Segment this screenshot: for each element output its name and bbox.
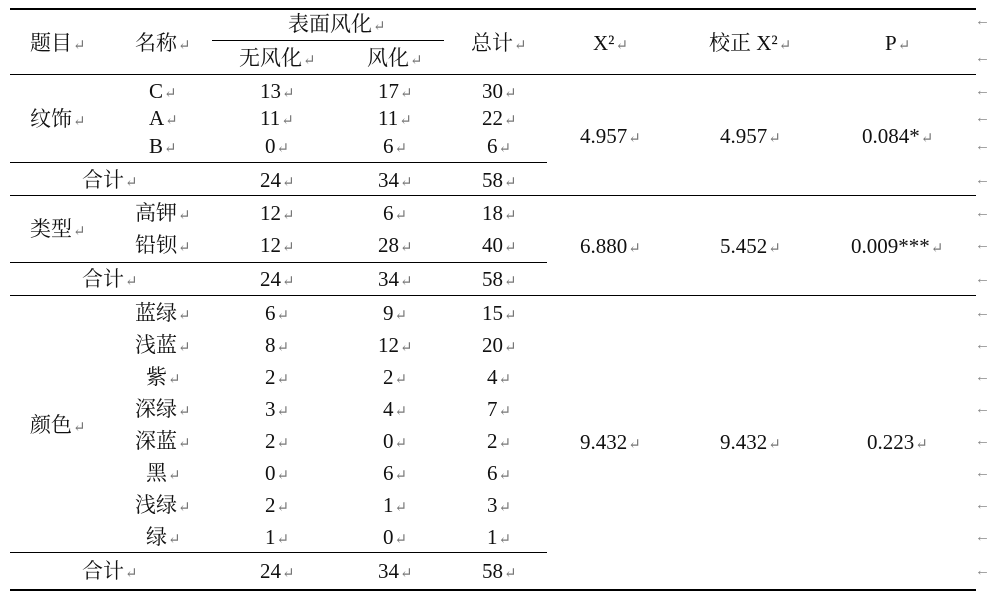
paragraph-mark-icon: ↵	[178, 340, 191, 356]
row-total: 30↵	[482, 79, 517, 103]
paragraph-mark-icon: ↵	[897, 38, 911, 54]
paragraph-mark-icon: ↵	[276, 404, 290, 420]
paragraph-mark-icon: ↵	[394, 141, 408, 157]
header-bottom-rule	[10, 74, 976, 75]
paragraph-mark-icon: ↵	[498, 141, 512, 157]
line-mark-icon: ←	[975, 50, 990, 66]
paragraph-mark-icon: ↵	[276, 500, 290, 516]
group-chi2: 4.957↵	[580, 124, 641, 148]
paragraph-mark-icon: ↵	[400, 240, 413, 256]
row-name: 蓝绿↵	[135, 301, 191, 325]
paragraph-mark-icon: ↵	[504, 175, 517, 191]
group-corrected-chi2: 4.957↵	[720, 124, 781, 148]
header-corrected-chi2: 校正 X²↵	[709, 31, 792, 55]
row-weathered: 17↵	[378, 79, 413, 103]
subtotal-weathered: 34↵	[378, 267, 413, 291]
paragraph-mark-icon: ↵	[282, 175, 295, 191]
paragraph-mark-icon: ↵	[276, 141, 290, 157]
row-weathered: 6↵	[383, 461, 408, 485]
paragraph-mark-icon: ↵	[628, 437, 641, 453]
group-topic: 类型↵	[30, 217, 86, 241]
line-mark-icon: ←	[975, 138, 990, 154]
paragraph-mark-icon: ↵	[394, 468, 408, 484]
row-unweathered: 11↵	[260, 106, 294, 130]
paragraph-mark-icon: ↵	[165, 113, 178, 129]
group-p: 0.223↵	[867, 430, 928, 454]
row-weathered: 6↵	[383, 134, 408, 158]
paragraph-mark-icon: ↵	[930, 241, 944, 257]
paragraph-mark-icon: ↵	[73, 420, 86, 436]
subtotal-label: 合计↵	[82, 559, 138, 583]
row-name: 深绿↵	[135, 397, 191, 421]
top-rule	[10, 8, 976, 10]
subtotal-unweathered: 24↵	[260, 559, 295, 583]
group-p: 0.084*↵	[862, 124, 934, 148]
group-chi2: 6.880↵	[580, 234, 641, 258]
line-mark-icon: ←	[975, 497, 990, 513]
paragraph-mark-icon: ↵	[504, 274, 517, 290]
group-topic: 纹饰↵	[30, 107, 86, 131]
header-total: 总计↵	[471, 31, 527, 55]
paragraph-mark-icon: ↵	[504, 308, 517, 324]
paragraph-mark-icon: ↵	[276, 372, 290, 388]
row-weathered: 4↵	[383, 397, 408, 421]
paragraph-mark-icon: ↵	[768, 437, 781, 453]
row-unweathered: 2↵	[265, 493, 290, 517]
paragraph-mark-icon: ↵	[178, 436, 191, 452]
row-total: 6↵	[487, 134, 512, 158]
paragraph-mark-icon: ↵	[281, 113, 294, 129]
paragraph-mark-icon: ↵	[400, 274, 413, 290]
row-total: 3↵	[487, 493, 512, 517]
row-total: 4↵	[487, 365, 512, 389]
row-name: 铅钡↵	[135, 233, 191, 257]
row-unweathered: 12↵	[260, 201, 295, 225]
paragraph-mark-icon: ↵	[373, 19, 386, 35]
row-total: 1↵	[487, 525, 512, 549]
paragraph-mark-icon: ↵	[73, 224, 86, 240]
group-rule-2	[10, 295, 976, 296]
row-unweathered: 0↵	[265, 134, 290, 158]
paragraph-mark-icon: ↵	[394, 208, 408, 224]
row-unweathered: 12↵	[260, 233, 295, 257]
paragraph-mark-icon: ↵	[915, 437, 928, 453]
line-mark-icon: ←	[975, 13, 990, 29]
group-rule-1	[10, 195, 976, 196]
row-weathered: 28↵	[378, 233, 413, 257]
paragraph-mark-icon: ↵	[303, 53, 316, 69]
paragraph-mark-icon: ↵	[394, 532, 408, 548]
paragraph-mark-icon: ↵	[282, 208, 295, 224]
paragraph-mark-icon: ↵	[628, 241, 641, 257]
paragraph-mark-icon: ↵	[178, 404, 191, 420]
line-mark-icon: ←	[975, 465, 990, 481]
paragraph-mark-icon: ↵	[276, 532, 290, 548]
paragraph-mark-icon: ↵	[498, 372, 512, 388]
paragraph-mark-icon: ↵	[125, 175, 138, 191]
row-total: 6↵	[487, 461, 512, 485]
row-total: 22↵	[482, 106, 517, 130]
paragraph-mark-icon: ↵	[178, 38, 191, 54]
paragraph-mark-icon: ↵	[276, 436, 290, 452]
bottom-rule	[10, 589, 976, 591]
line-mark-icon: ←	[975, 563, 990, 579]
row-name: 绿↵	[146, 525, 181, 549]
paragraph-mark-icon: ↵	[498, 532, 512, 548]
paragraph-mark-icon: ↵	[178, 308, 191, 324]
weathering-underline	[212, 40, 444, 41]
paragraph-mark-icon: ↵	[400, 566, 413, 582]
subtotal-total: 58↵	[482, 168, 517, 192]
row-unweathered: 1↵	[265, 525, 290, 549]
paragraph-mark-icon: ↵	[498, 468, 512, 484]
paragraph-mark-icon: ↵	[73, 38, 86, 54]
paragraph-mark-icon: ↵	[399, 113, 412, 129]
paragraph-mark-icon: ↵	[282, 274, 295, 290]
row-weathered: 2↵	[383, 365, 408, 389]
line-mark-icon: ←	[975, 529, 990, 545]
row-total: 40↵	[482, 233, 517, 257]
paragraph-mark-icon: ↵	[178, 240, 191, 256]
row-name: 紫↵	[146, 365, 181, 389]
paragraph-mark-icon: ↵	[276, 308, 290, 324]
row-unweathered: 2↵	[265, 365, 290, 389]
subtotal-weathered: 34↵	[378, 168, 413, 192]
paragraph-mark-icon: ↵	[920, 131, 934, 147]
row-unweathered: 3↵	[265, 397, 290, 421]
paragraph-mark-icon: ↵	[168, 468, 181, 484]
group-topic: 颜色↵	[30, 413, 86, 437]
row-unweathered: 13↵	[260, 79, 295, 103]
paragraph-mark-icon: ↵	[400, 86, 413, 102]
subtotal-rule-3	[10, 552, 547, 553]
paragraph-mark-icon: ↵	[178, 208, 191, 224]
group-corrected-chi2: 9.432↵	[720, 430, 781, 454]
row-name: A↵	[149, 106, 178, 130]
paragraph-mark-icon: ↵	[628, 131, 641, 147]
paragraph-mark-icon: ↵	[125, 274, 138, 290]
paragraph-mark-icon: ↵	[164, 141, 177, 157]
paragraph-mark-icon: ↵	[504, 208, 517, 224]
row-weathered: 0↵	[383, 525, 408, 549]
paragraph-mark-icon: ↵	[498, 436, 512, 452]
row-total: 20↵	[482, 333, 517, 357]
row-name: 浅蓝↵	[135, 333, 191, 357]
paragraph-mark-icon: ↵	[504, 113, 517, 129]
line-mark-icon: ←	[975, 337, 990, 353]
paragraph-mark-icon: ↵	[504, 566, 517, 582]
header-weathered: 风化↵	[367, 46, 423, 70]
line-mark-icon: ←	[975, 83, 990, 99]
line-mark-icon: ←	[975, 433, 990, 449]
paragraph-mark-icon: ↵	[768, 241, 781, 257]
paragraph-mark-icon: ↵	[498, 404, 512, 420]
paragraph-mark-icon: ↵	[73, 114, 86, 130]
subtotal-total: 58↵	[482, 559, 517, 583]
subtotal-rule-1	[10, 162, 547, 163]
paragraph-mark-icon: ↵	[400, 340, 413, 356]
paragraph-mark-icon: ↵	[778, 38, 792, 54]
row-name: 高钾↵	[135, 201, 191, 225]
header-chi2: X²↵	[593, 31, 629, 55]
paragraph-mark-icon: ↵	[282, 240, 295, 256]
row-weathered: 9↵	[383, 301, 408, 325]
line-mark-icon: ←	[975, 237, 990, 253]
subtotal-label: 合计↵	[82, 168, 138, 192]
paragraph-mark-icon: ↵	[164, 86, 177, 102]
row-name: 黑↵	[146, 461, 181, 485]
paragraph-mark-icon: ↵	[504, 340, 517, 356]
paragraph-mark-icon: ↵	[394, 372, 408, 388]
row-total: 2↵	[487, 429, 512, 453]
paragraph-mark-icon: ↵	[504, 240, 517, 256]
subtotal-weathered: 34↵	[378, 559, 413, 583]
subtotal-label: 合计↵	[82, 267, 138, 291]
row-weathered: 0↵	[383, 429, 408, 453]
row-weathered: 12↵	[378, 333, 413, 357]
line-mark-icon: ←	[975, 271, 990, 287]
subtotal-rule-2	[10, 262, 547, 263]
paragraph-mark-icon: ↵	[768, 131, 781, 147]
row-name: C↵	[149, 79, 177, 103]
paragraph-mark-icon: ↵	[514, 38, 527, 54]
row-name: 浅绿↵	[135, 493, 191, 517]
row-total: 18↵	[482, 201, 517, 225]
group-p: 0.009***↵	[851, 234, 944, 258]
paragraph-mark-icon: ↵	[178, 500, 191, 516]
paragraph-mark-icon: ↵	[504, 86, 517, 102]
line-mark-icon: ←	[975, 205, 990, 221]
line-mark-icon: ←	[975, 401, 990, 417]
paragraph-mark-icon: ↵	[168, 372, 181, 388]
line-mark-icon: ←	[975, 305, 990, 321]
paragraph-mark-icon: ↵	[394, 500, 408, 516]
header-unweathered: 无风化↵	[239, 46, 316, 70]
paragraph-mark-icon: ↵	[282, 566, 295, 582]
row-name: 深蓝↵	[135, 429, 191, 453]
header-p: P↵	[885, 31, 911, 55]
row-weathered: 6↵	[383, 201, 408, 225]
paragraph-mark-icon: ↵	[394, 436, 408, 452]
line-mark-icon: ←	[975, 369, 990, 385]
row-name: B↵	[149, 134, 177, 158]
paragraph-mark-icon: ↵	[282, 86, 295, 102]
paragraph-mark-icon: ↵	[394, 404, 408, 420]
header-topic: 题目↵	[30, 31, 86, 55]
paragraph-mark-icon: ↵	[410, 53, 423, 69]
header-name: 名称↵	[135, 31, 191, 55]
subtotal-total: 58↵	[482, 267, 517, 291]
group-chi2: 9.432↵	[580, 430, 641, 454]
paragraph-mark-icon: ↵	[615, 38, 629, 54]
row-unweathered: 0↵	[265, 461, 290, 485]
row-total: 7↵	[487, 397, 512, 421]
line-mark-icon: ←	[975, 110, 990, 126]
row-unweathered: 8↵	[265, 333, 290, 357]
line-mark-icon: ←	[975, 172, 990, 188]
row-weathered: 1↵	[383, 493, 408, 517]
paragraph-mark-icon: ↵	[276, 340, 290, 356]
paragraph-mark-icon: ↵	[168, 532, 181, 548]
paragraph-mark-icon: ↵	[394, 308, 408, 324]
paragraph-mark-icon: ↵	[125, 566, 138, 582]
header-weathering: 表面风化↵	[288, 12, 386, 36]
row-unweathered: 6↵	[265, 301, 290, 325]
subtotal-unweathered: 24↵	[260, 267, 295, 291]
row-unweathered: 2↵	[265, 429, 290, 453]
row-total: 15↵	[482, 301, 517, 325]
subtotal-unweathered: 24↵	[260, 168, 295, 192]
paragraph-mark-icon: ↵	[276, 468, 290, 484]
paragraph-mark-icon: ↵	[400, 175, 413, 191]
paragraph-mark-icon: ↵	[498, 500, 512, 516]
group-corrected-chi2: 5.452↵	[720, 234, 781, 258]
row-weathered: 11↵	[378, 106, 412, 130]
